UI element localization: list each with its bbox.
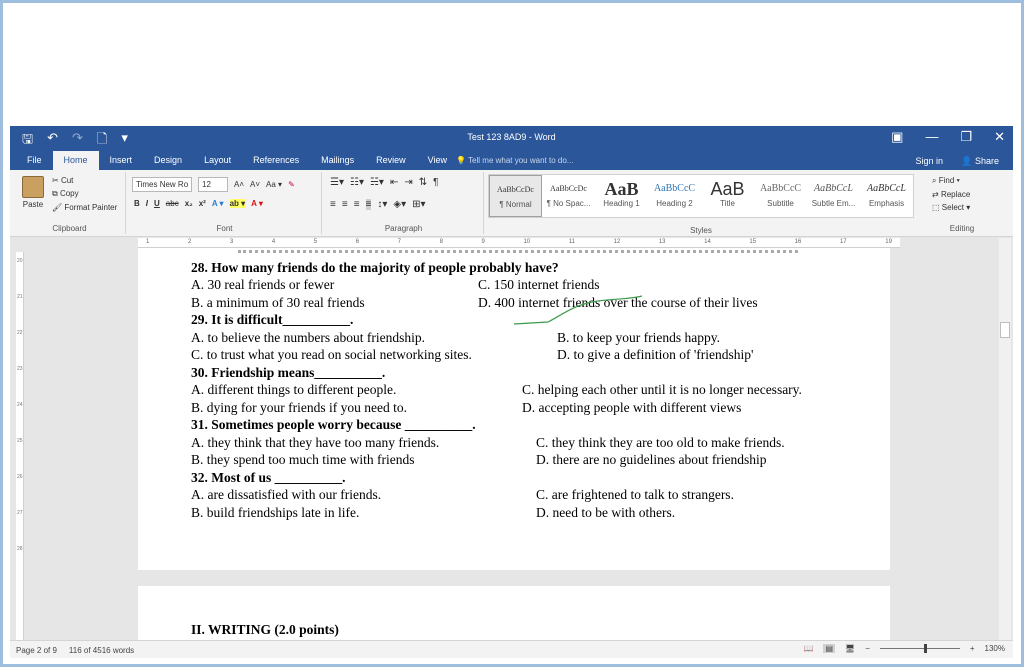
change-case-button[interactable]: Aa ▾ bbox=[266, 180, 283, 189]
question-30: 30. Friendship means__________. bbox=[191, 365, 386, 380]
superscript-button[interactable]: x² bbox=[198, 199, 206, 208]
style-emphasis[interactable] bbox=[860, 175, 913, 217]
cut-label: Cut bbox=[60, 176, 74, 185]
editing-label: Editing bbox=[949, 224, 975, 233]
tab-mailings[interactable]: Mailings bbox=[321, 155, 355, 165]
scissors-icon: ✂ bbox=[52, 176, 59, 185]
italic-button[interactable]: I bbox=[145, 199, 149, 208]
ruler-mark: 12 bbox=[613, 239, 621, 245]
align-right-icon[interactable]: ≡ bbox=[353, 199, 360, 210]
status-bar bbox=[10, 640, 1013, 658]
ruler-mark: 2 bbox=[187, 239, 192, 245]
option-28d: D. 400 internet friends over the course of their lives bbox=[478, 295, 758, 310]
ruler-mark: 10 bbox=[523, 239, 531, 245]
ruler-mark: 26 bbox=[17, 474, 23, 480]
style-title[interactable] bbox=[701, 175, 754, 217]
copy-button[interactable] bbox=[52, 189, 117, 199]
style-no-spacing[interactable] bbox=[542, 175, 595, 217]
question-28: 28. How many friends do the majority of people probably have? bbox=[191, 260, 559, 275]
select-icon: ⬚ bbox=[932, 203, 940, 212]
ruler-mark: 25 bbox=[17, 438, 23, 444]
font-name-select[interactable]: Times New Ro bbox=[132, 177, 192, 192]
option-31c: C. they think they are too old to make friends. bbox=[536, 435, 785, 450]
line-spacing-icon[interactable]: ↕▾ bbox=[377, 199, 388, 210]
print-layout-icon[interactable]: ▤ bbox=[825, 644, 834, 653]
title-bar bbox=[10, 126, 1013, 151]
option-32c: C. are frightened to talk to strangers. bbox=[536, 487, 734, 502]
ruler-mark: 5 bbox=[313, 239, 318, 245]
paste-button[interactable] bbox=[18, 176, 48, 209]
style-name: ¶ No Spac... bbox=[546, 199, 591, 208]
ruler-mark: 15 bbox=[749, 239, 757, 245]
ribbon-display-icon[interactable]: ▣ bbox=[891, 129, 904, 144]
bold-button[interactable]: B bbox=[134, 199, 140, 208]
ruler-mark: 19 bbox=[885, 239, 892, 245]
find-icon: ⌕ bbox=[932, 176, 937, 185]
share-label: Share bbox=[974, 156, 999, 166]
highlight-button[interactable]: ab ▾ bbox=[229, 199, 246, 208]
shading-icon[interactable]: ◈▾ bbox=[393, 199, 407, 210]
style-name: Heading 1 bbox=[603, 199, 640, 208]
option-31d: D. there are no guidelines about friendship bbox=[536, 452, 767, 467]
option-28c: C. 150 internet friends bbox=[478, 277, 600, 292]
ruler-mark: 9 bbox=[481, 239, 485, 245]
ruler-mark: 21 bbox=[17, 294, 23, 300]
style-sample: AaBbCcC bbox=[759, 183, 802, 194]
font-size-select[interactable]: 12 bbox=[198, 177, 228, 192]
strikethrough-button[interactable]: abc bbox=[165, 199, 179, 208]
style-name: ¶ Normal bbox=[499, 200, 532, 209]
shrink-font-button[interactable]: A˅ bbox=[250, 180, 261, 189]
style-name: Title bbox=[720, 199, 735, 208]
ruler-mark: 4 bbox=[271, 239, 276, 245]
format-painter-button[interactable] bbox=[52, 203, 117, 212]
page-count[interactable]: Page 2 of 9 bbox=[16, 646, 57, 655]
tab-layout[interactable]: Layout bbox=[204, 155, 232, 165]
sign-in-link[interactable]: Sign in bbox=[915, 156, 943, 166]
style-sample: AaBbCcC bbox=[653, 183, 696, 194]
numbering-icon[interactable]: ☷▾ bbox=[349, 177, 364, 188]
style-sample: AaBbCcDc bbox=[497, 185, 534, 194]
option-28a: A. 30 real friends or fewer bbox=[191, 277, 335, 292]
vertical-ruler[interactable] bbox=[16, 252, 24, 642]
ruler-mark: 16 bbox=[794, 239, 802, 245]
tab-review[interactable]: Review bbox=[376, 155, 406, 165]
pen-annotation bbox=[512, 288, 652, 328]
style-subtitle[interactable] bbox=[754, 175, 807, 217]
replace-button[interactable] bbox=[932, 190, 970, 199]
ruler-mark: 11 bbox=[568, 239, 575, 245]
style-heading-1[interactable] bbox=[595, 175, 648, 217]
tab-view[interactable]: View bbox=[427, 155, 448, 165]
subscript-button[interactable]: x₂ bbox=[184, 199, 193, 208]
clear-formatting-icon[interactable]: ✎ bbox=[288, 180, 295, 189]
underline-button[interactable]: U bbox=[154, 199, 160, 208]
style-sample: AaBbCcL bbox=[814, 183, 853, 194]
font-group bbox=[128, 172, 322, 234]
option-29d: D. to give a definition of 'friendship' bbox=[557, 347, 754, 362]
tab-design[interactable]: Design bbox=[154, 155, 183, 165]
font-label: Font bbox=[216, 224, 233, 233]
pilcrow-icon[interactable]: ¶ bbox=[433, 177, 439, 188]
ruler-mark: 28 bbox=[17, 546, 23, 552]
document-page-next[interactable] bbox=[138, 586, 890, 646]
lightbulb-icon: 💡 bbox=[456, 156, 466, 165]
option-31b: B. they spend too much time with friends bbox=[191, 452, 415, 467]
style-sample: AaBbCcDc bbox=[550, 184, 587, 193]
option-30b: B. dying for your friends if you need to. bbox=[191, 400, 407, 415]
save-icon[interactable]: 🖫 bbox=[22, 131, 34, 146]
clipped-line bbox=[238, 250, 798, 254]
document-page[interactable] bbox=[138, 248, 890, 570]
option-30c: C. helping each other until it is no longer necessary. bbox=[522, 382, 802, 397]
ruler-mark: 22 bbox=[17, 330, 23, 336]
zoom-in-button[interactable]: + bbox=[969, 644, 975, 653]
word-window bbox=[10, 126, 1013, 658]
person-icon: 👤 bbox=[961, 156, 973, 166]
editing-group bbox=[926, 172, 998, 234]
style-name: Heading 2 bbox=[656, 199, 693, 208]
style-heading-2[interactable] bbox=[648, 175, 701, 217]
clipboard-label: Clipboard bbox=[52, 224, 87, 233]
borders-icon[interactable]: ⊞▾ bbox=[412, 199, 426, 210]
undo-icon[interactable]: ↶ bbox=[47, 130, 58, 145]
zoom-out-button[interactable]: − bbox=[865, 644, 870, 653]
cut-button[interactable] bbox=[52, 176, 117, 185]
grow-font-button[interactable]: A˄ bbox=[234, 180, 245, 189]
ruler-mark: 14 bbox=[704, 239, 711, 245]
word-count[interactable]: 116 of 4516 words bbox=[68, 646, 135, 655]
paintbrush-icon: 🖌 bbox=[52, 203, 63, 212]
style-name: Subtitle bbox=[767, 199, 794, 208]
read-mode-icon[interactable]: 📖 bbox=[803, 644, 814, 653]
ruler-mark: 20 bbox=[17, 258, 23, 264]
tell-me-search[interactable] bbox=[456, 156, 573, 165]
option-30d: D. accepting people with different views bbox=[522, 400, 742, 415]
customize-qat-icon[interactable]: ▾ bbox=[121, 130, 128, 145]
question-32: 32. Most of us __________. bbox=[191, 470, 346, 485]
style-sample: AaB bbox=[710, 179, 745, 199]
blank-area bbox=[3, 3, 1021, 125]
option-32d: D. need to be with others. bbox=[536, 505, 676, 520]
print-preview-icon[interactable]: 🗋 bbox=[96, 131, 108, 146]
ruler-mark: 17 bbox=[839, 239, 847, 245]
style-name: Subtle Em... bbox=[811, 199, 856, 208]
option-31a: A. they think that they have too many friends. bbox=[191, 435, 440, 450]
copy-label: Copy bbox=[59, 189, 79, 198]
style-sample: AaB bbox=[604, 179, 639, 199]
ruler-mark: 6 bbox=[355, 239, 360, 245]
replace-icon: ⇄ bbox=[932, 190, 939, 199]
style-normal[interactable] bbox=[489, 175, 542, 217]
tell-me-text: Tell me what you want to do... bbox=[468, 156, 574, 165]
styles-label: Styles bbox=[690, 226, 712, 235]
ruler-mark: 3 bbox=[229, 239, 234, 245]
question-31: 31. Sometimes people worry because __________. bbox=[191, 417, 476, 432]
find-button[interactable] bbox=[932, 176, 970, 186]
minimize-icon[interactable]: — bbox=[925, 129, 939, 144]
zoom-level[interactable]: 130% bbox=[984, 644, 1005, 653]
share-button[interactable] bbox=[961, 156, 999, 167]
clipboard-group bbox=[14, 172, 126, 234]
text-effects-button[interactable]: A ▾ bbox=[211, 199, 224, 208]
ribbon-tabs bbox=[10, 151, 1013, 170]
redo-icon[interactable]: ↷ bbox=[71, 130, 83, 145]
ruler-mark: 7 bbox=[397, 239, 401, 245]
font-color-button[interactable]: A ▾ bbox=[251, 199, 263, 208]
option-29c: C. to trust what you read on social networking sites. bbox=[191, 347, 472, 362]
style-sample: AaBbCcL bbox=[867, 183, 906, 194]
replace-label: Replace bbox=[940, 190, 971, 199]
ribbon bbox=[10, 170, 1013, 237]
paragraph-group bbox=[324, 172, 484, 234]
option-29b: B. to keep your friends happy. bbox=[557, 330, 720, 345]
increase-indent-icon[interactable]: ⇥ bbox=[404, 177, 413, 188]
ruler-mark: 23 bbox=[17, 366, 23, 372]
ruler-mark: 27 bbox=[17, 510, 23, 516]
format-painter-label: Format Painter bbox=[64, 203, 118, 212]
tab-references[interactable]: References bbox=[253, 155, 300, 165]
document-title: Test 123 8AD9 - Word bbox=[467, 132, 556, 142]
tab-home[interactable]: Home bbox=[53, 151, 99, 170]
writing-heading: II. WRITING (2.0 points) bbox=[191, 622, 339, 637]
option-30a: A. different things to different people. bbox=[191, 382, 397, 397]
tab-file[interactable]: File bbox=[27, 155, 42, 165]
ruler-mark: 8 bbox=[439, 239, 443, 245]
close-icon[interactable]: ✕ bbox=[994, 129, 1005, 144]
vertical-scrollbar[interactable] bbox=[999, 238, 1011, 642]
restore-icon[interactable]: ❐ bbox=[960, 129, 973, 144]
ruler-mark: 24 bbox=[17, 402, 23, 408]
copy-icon: ⧉ bbox=[52, 189, 58, 198]
ruler-mark: 13 bbox=[658, 239, 666, 245]
scrollbar-thumb[interactable] bbox=[1000, 322, 1010, 338]
align-center-icon[interactable]: ≡ bbox=[341, 199, 348, 210]
select-button[interactable] bbox=[932, 203, 970, 212]
paste-label: Paste bbox=[22, 200, 44, 209]
bullets-icon[interactable]: ☰▾ bbox=[330, 177, 344, 188]
option-32b: B. build friendships late in life. bbox=[191, 505, 360, 520]
ruler-mark: 1 bbox=[146, 239, 150, 245]
decrease-indent-icon[interactable]: ⇤ bbox=[389, 177, 399, 188]
multilevel-icon[interactable]: ☵▾ bbox=[369, 177, 384, 188]
tab-insert[interactable]: Insert bbox=[109, 155, 133, 165]
option-28b: B. a minimum of 30 real friends bbox=[191, 295, 365, 310]
select-label: Select ▾ bbox=[941, 203, 971, 212]
web-layout-icon[interactable]: 🖥 bbox=[845, 644, 856, 653]
option-32a: A. are dissatisfied with our friends. bbox=[191, 487, 382, 502]
horizontal-ruler[interactable] bbox=[138, 238, 900, 248]
window-controls bbox=[891, 129, 1005, 145]
align-left-icon[interactable]: ≡ bbox=[330, 199, 336, 210]
zoom-slider-knob[interactable] bbox=[924, 644, 927, 653]
question-29: 29. It is difficult__________. bbox=[191, 312, 354, 327]
paragraph-label: Paragraph bbox=[384, 224, 423, 233]
zoom-slider[interactable] bbox=[880, 648, 960, 649]
option-29a: A. to believe the numbers about friendship. bbox=[191, 330, 425, 345]
sort-icon[interactable]: ⇅ bbox=[418, 177, 428, 188]
styles-gallery bbox=[488, 174, 914, 218]
style-name: Emphasis bbox=[868, 199, 905, 208]
paste-icon bbox=[22, 176, 44, 198]
style-subtle-emphasis[interactable] bbox=[807, 175, 860, 217]
find-label: Find ▾ bbox=[938, 176, 960, 185]
justify-icon[interactable]: ≡ bbox=[365, 199, 372, 210]
